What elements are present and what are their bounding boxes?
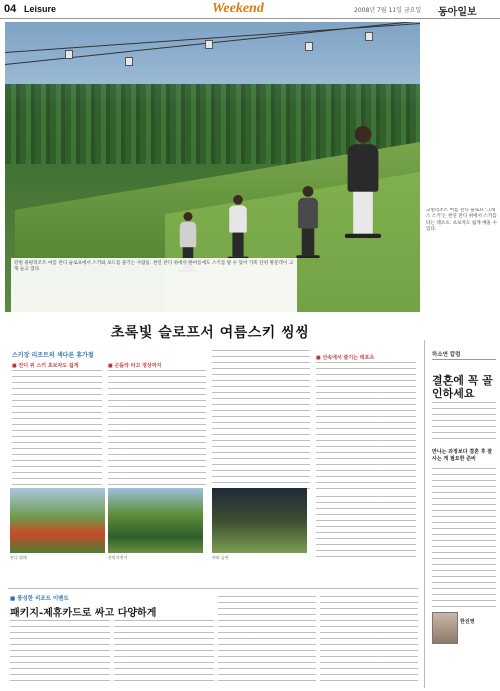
article-column-3 <box>212 350 310 490</box>
section-mark: ■ 산속에서 즐기는 레포츠 <box>316 355 375 361</box>
column-body-2 <box>432 468 496 608</box>
skier <box>345 126 381 238</box>
gondola-car <box>125 57 133 66</box>
column-title: 결혼에 꼭 골인하세요 <box>432 374 493 400</box>
article-column-1 <box>12 370 102 490</box>
article-subhead: 스키장 리조트의 색다른 휴가철 <box>12 352 94 359</box>
photo-caption: 야외 공연 <box>212 555 229 560</box>
section-title: Weekend <box>212 1 264 16</box>
photo-mountain-bike <box>108 488 203 553</box>
section-mark: ■ 잔디 위 스키 초보자도 쉽게 <box>12 363 79 369</box>
second-article-column-3 <box>218 596 316 686</box>
second-article-column-2 <box>114 620 214 686</box>
second-article-column-4 <box>320 596 418 686</box>
column-divider <box>424 340 425 688</box>
photo-caption: 잔디 썰매 <box>10 555 27 560</box>
issue-date: 2008년 7월 11일 금요일 <box>354 7 422 14</box>
column-body-1 <box>432 402 496 444</box>
hero-photo <box>5 22 420 312</box>
skier <box>296 186 319 258</box>
page-header <box>0 0 500 19</box>
gondola-car <box>305 42 313 51</box>
column-subtitle: 만나는 과정보다 결혼 후 잘 사는 게 필요한 준비 <box>432 449 493 462</box>
photo-caption: 산악자전거 <box>108 555 128 560</box>
section-divider <box>8 588 418 589</box>
gondola-car <box>205 40 213 49</box>
main-headline: 초록빛 슬로프서 여름스키 씽씽 <box>110 325 310 341</box>
second-article-headline: 패키지-제휴카드로 싸고 다양하게 <box>10 608 157 619</box>
second-article-column-1 <box>10 620 110 686</box>
photo-outdoor-concert <box>212 488 307 553</box>
author-name: 한진영 <box>460 619 475 625</box>
section-mark: ■ 곤돌라 타고 정상까지 <box>108 363 162 369</box>
skier <box>228 195 249 259</box>
section-name: Leisure <box>24 4 57 14</box>
article-column-4 <box>316 362 416 492</box>
gondola-car <box>365 32 373 41</box>
author-photo <box>432 612 458 644</box>
hero-caption: 강원 용평리조트 여름 잔디 슬로프에서 스키와 보드를 즐기는 사람들. 천연 잔디 위에서 한여름에도 스키를 탈 수 있어 가족 단위 방문객이 크게 늘고 있다. <box>11 258 297 312</box>
hero-side-caption: 고원리조트 여름 잔디 슬로프 '그래스 스키'는 천연 잔디 위에서 스키를 타는 레포츠. 초보자도 쉽게 배울 수 있다. <box>426 208 497 233</box>
article-column-4b <box>316 496 416 562</box>
gondola-car <box>65 50 73 59</box>
column-label: 하소연 칼럼 <box>432 350 496 360</box>
page-number: 04 <box>4 3 17 15</box>
newspaper-logo: 동아일보 <box>438 7 477 18</box>
photo-grass-sled <box>10 488 105 553</box>
article-column-2 <box>108 370 206 490</box>
second-article-subhead: ■ 풍성한 리조트 이벤트 <box>10 596 69 602</box>
